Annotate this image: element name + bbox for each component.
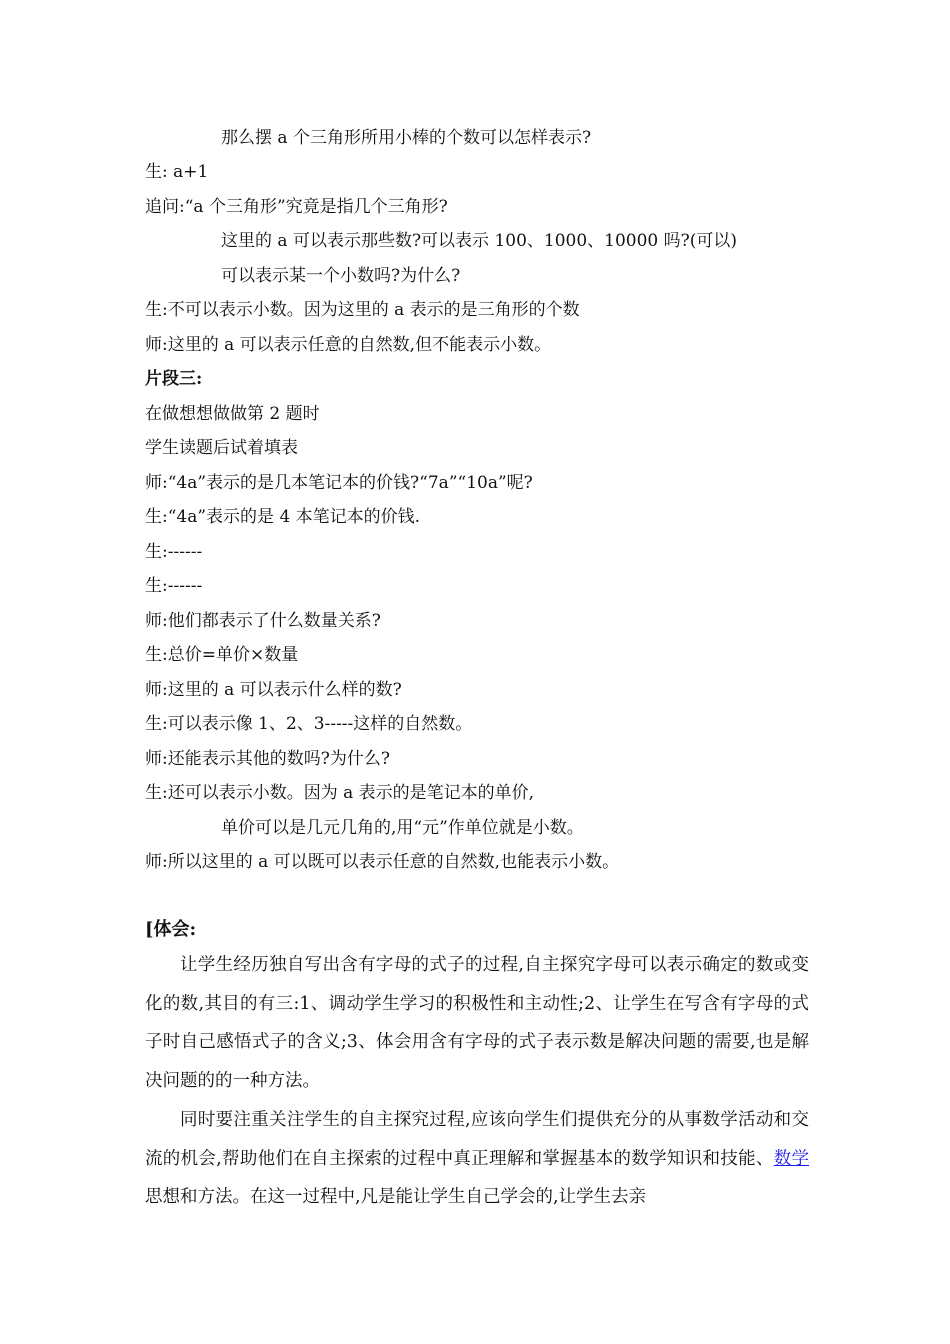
text-line: 师:这里的 a 可以表示任意的自然数,但不能表示小数。: [145, 335, 552, 355]
reflection-paragraph-1: 让学生经历独自写出含有字母的式子的过程,自主探究字母可以表示确定的数或变化的数,其目的有三:1、调动学生学习的积极性和主动性;2、让学生在写含有字母的式子时自己感悟式子的含义;3、体会用含有字母的式子表示数是解决问题的需要,也是解决问题的的一种方法。: [145, 955, 809, 1091]
text-line: 师:所以这里的 a 可以既可以表示任意的自然数,也能表示小数。: [145, 852, 620, 872]
text-line: 师:这里的 a 可以表示什么样的数?: [145, 680, 402, 700]
text-line: 师:他们都表示了什么数量关系?: [145, 611, 381, 631]
section-heading: 片段三:: [145, 369, 203, 389]
text-line: 在做想想做做第 2 题时: [145, 404, 320, 424]
text-line: 生:------: [145, 542, 203, 562]
reflection-paragraph-2: [145, 1101, 809, 1217]
text-line: 单价可以是几元几角的,用“元”作单位就是小数。: [221, 818, 584, 838]
text-line: 生:------: [145, 576, 203, 596]
text-line: 生:“4a”表示的是 4 本笔记本的价钱.: [145, 507, 421, 527]
text-line: 生: a+1: [145, 162, 209, 182]
paragraph-text: 思想和方法。在这一过程中,凡是能让学生自己学会的,让学生去亲: [145, 1187, 647, 1208]
text-line: 师:还能表示其他的数吗?为什么?: [145, 749, 390, 769]
text-line: 那么摆 a 个三角形所用小棒的个数可以怎样表示?: [221, 128, 592, 148]
text-line: 这里的 a 可以表示那些数?可以表示 100、1000、10000 吗?(可以): [221, 231, 738, 251]
reflection-heading: [体会:: [145, 919, 197, 940]
text-line: 生:可以表示像 1、2、3-----这样的自然数。: [145, 714, 473, 734]
text-line: 生:总价=单价×数量: [145, 645, 299, 665]
paragraph-text: 同时要注重关注学生的自主探究过程,应该向学生们提供充分的从事数学活动和交流的机会,帮助他们在自主探索的过程中真正理解和掌握基本的数学知识和技能、: [145, 1110, 809, 1169]
text-line: 生:不可以表示小数。因为这里的 a 表示的是三角形的个数: [145, 300, 580, 320]
text-line: 追问:“a 个三角形”究竟是指几个三角形?: [145, 197, 448, 217]
text-line: 师:“4a”表示的是几本笔记本的价钱?“7a”“10a”呢?: [145, 473, 533, 493]
text-line: 生:还可以表示小数。因为 a 表示的是笔记本的单价,: [145, 783, 535, 803]
text-line: 可以表示某一个小数吗?为什么?: [221, 266, 461, 286]
math-link[interactable]: 数学: [773, 1148, 809, 1169]
text-line: 学生读题后试着填表: [145, 438, 298, 458]
